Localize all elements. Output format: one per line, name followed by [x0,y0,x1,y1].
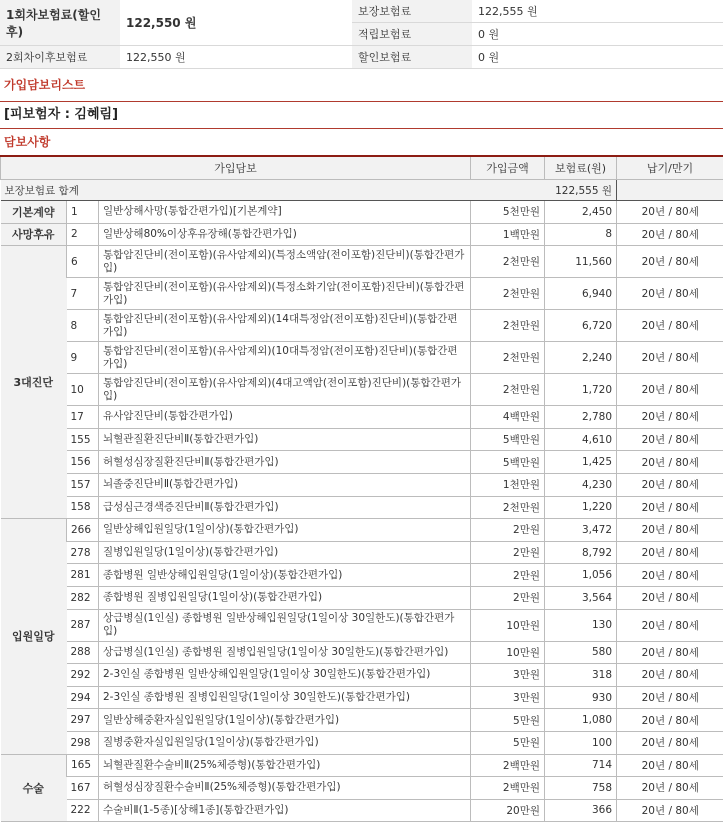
coverage-number: 156 [67,451,99,474]
coverage-premium: 1,080 [545,709,617,732]
coverage-period: 20년 / 80세 [617,374,723,406]
coverage-period: 20년 / 80세 [617,664,723,687]
coverage-period: 20년 / 80세 [617,586,723,609]
coverage-period: 20년 / 80세 [617,310,723,342]
coverage-name: 통합암진단비(전이포함)(유사암제외)(4대고액암(전이포함)진단비)(통합간편가입) [99,374,471,406]
total-label: 보장보험료 합계 [4,184,79,197]
total-premium: 122,555 원 [555,184,612,197]
coverage-name: 뇌혈관질환진단비Ⅱ(통합간편가입) [99,428,471,451]
coverage-period: 20년 / 80세 [617,777,723,800]
coverage-premium: 714 [545,754,617,777]
coverage-amount: 2천만원 [471,246,545,278]
reserve-premium-value: 0 원 [472,23,723,46]
table-row [1,519,723,542]
coverage-period: 20년 / 80세 [617,541,723,564]
coverage-amount: 20만원 [471,799,545,822]
coverage-premium: 6,940 [545,278,617,310]
coverage-number: 294 [67,686,99,709]
coverage-period: 20년 / 80세 [617,731,723,754]
coverage-number: 222 [67,799,99,822]
coverage-amount: 3만원 [471,664,545,687]
coverage-premium: 580 [545,641,617,664]
coverage-period: 20년 / 80세 [617,428,723,451]
coverage-number: 167 [67,777,99,800]
table-row [1,310,723,342]
coverage-premium: 11,560 [545,246,617,278]
second-premium-value: 122,550 원 [120,46,352,69]
coverage-name: 상급병실(1인실) 종합병원 일반상해입원일당(1일이상 30일한도)(통합간편가입) [99,609,471,641]
coverage-period: 20년 / 80세 [617,754,723,777]
coverage-name: 통합암진단비(전이포함)(유사암제외)(특정소액암(전이포함)진단비)(통합간편가입) [99,246,471,278]
coverage-amount: 2만원 [471,519,545,542]
header-amount: 가입금액 [471,156,545,180]
category-cell: 기본계약 [1,201,67,224]
coverage-amount: 2천만원 [471,342,545,374]
coverage-premium: 1,720 [545,374,617,406]
coverage-premium: 758 [545,777,617,800]
coverage-period: 20년 / 80세 [617,223,723,246]
coverage-name: 질병입원일당(1일이상)(통합간편가입) [99,541,471,564]
coverage-amount: 5백만원 [471,451,545,474]
second-premium-label: 2회차이후보험료 [0,46,120,69]
coverage-number: 155 [67,428,99,451]
coverage-name: 2-3인실 종합병원 일반상해입원일당(1일이상 30일한도)(통합간편가입) [99,664,471,687]
coverage-premium: 3,472 [545,519,617,542]
coverage-name: 종합병원 일반상해입원일당(1일이상)(통합간편가입) [99,564,471,587]
coverage-amount: 2천만원 [471,310,545,342]
category-cell: 입원일당 [1,519,67,754]
coverage-name: 수술비Ⅱ(1-5종)[상해1종](통합간편가입) [99,799,471,822]
coverage-number: 158 [67,496,99,519]
reserve-premium-label: 적립보험료 [352,23,472,46]
table-row [1,223,723,246]
table-row [1,709,723,732]
coverage-period: 20년 / 80세 [617,609,723,641]
coverage-premium: 4,230 [545,473,617,496]
coverage-premium: 366 [545,799,617,822]
coverage-name: 상급병실(1인실) 종합병원 질병입원일당(1일이상 30일한도)(통합간편가입) [99,641,471,664]
table-row [1,374,723,406]
coverage-period: 20년 / 80세 [617,201,723,224]
table-row [1,799,723,822]
coverage-premium: 1,220 [545,496,617,519]
coverage-amount: 10만원 [471,641,545,664]
coverage-premium: 130 [545,609,617,641]
coverage-period: 20년 / 80세 [617,709,723,732]
table-row [1,609,723,641]
coverage-premium: 8 [545,223,617,246]
coverage-amount: 2천만원 [471,374,545,406]
category-cell: 3대진단 [1,246,67,519]
table-row [1,541,723,564]
discount-premium-label: 할인보험료 [352,46,472,69]
first-premium-label: 1회차보험료(할인후) [0,0,120,46]
coverage-number: 9 [67,342,99,374]
table-row [1,641,723,664]
table-row [1,731,723,754]
coverage-premium: 1,425 [545,451,617,474]
header-premium: 보험료(원) [545,156,617,180]
list-title: 가입담보리스트 [4,78,86,92]
coverage-amount: 5만원 [471,709,545,732]
coverage-amount: 3만원 [471,686,545,709]
table-row [1,664,723,687]
coverage-number: 1 [67,201,99,224]
coverage-amount: 2백만원 [471,777,545,800]
table-row [1,564,723,587]
coverage-period: 20년 / 80세 [617,278,723,310]
coverage-name: 일반상해입원일당(1일이상)(통합간편가입) [99,519,471,542]
table-row [1,451,723,474]
coverage-number: 8 [67,310,99,342]
coverage-number: 2 [67,223,99,246]
table-row [1,777,723,800]
coverage-period: 20년 / 80세 [617,799,723,822]
coverage-premium: 318 [545,664,617,687]
category-cell: 수술 [1,754,67,822]
coverage-amount: 2만원 [471,541,545,564]
coverage-premium-value: 122,555 원 [472,0,723,23]
coverage-name: 일반상해중환자실입원일당(1일이상)(통합간편가입) [99,709,471,732]
coverage-period: 20년 / 80세 [617,342,723,374]
coverage-premium: 2,240 [545,342,617,374]
coverage-number: 287 [67,609,99,641]
coverage-number: 288 [67,641,99,664]
coverage-number: 165 [67,754,99,777]
coverage-number: 297 [67,709,99,732]
insured-name: [피보험자 : 김혜림] [4,107,119,122]
coverage-period: 20년 / 80세 [617,473,723,496]
table-header [1,156,723,180]
table-row [1,342,723,374]
coverage-period: 20년 / 80세 [617,641,723,664]
coverage-name: 유사암진단비(통합간편가입) [99,406,471,429]
coverage-amount: 4백만원 [471,406,545,429]
coverage-amount: 2천만원 [471,278,545,310]
header-period: 납기/만기 [617,156,723,180]
table-row [1,246,723,278]
coverage-premium: 100 [545,731,617,754]
coverage-period: 20년 / 80세 [617,686,723,709]
coverage-title: 담보사항 [4,135,51,149]
coverage-number: 282 [67,586,99,609]
coverage-premium: 6,720 [545,310,617,342]
coverage-period: 20년 / 80세 [617,519,723,542]
coverage-name: 통합암진단비(전이포함)(유사암제외)(14대특정암(전이포함)진단비)(통합간편가입) [99,310,471,342]
coverage-name: 통합암진단비(전이포함)(유사암제외)(특정소화기암(전이포함)진단비)(통합간편가입) [99,278,471,310]
coverage-name: 종합병원 질병입원일당(1일이상)(통합간편가입) [99,586,471,609]
coverage-premium: 4,610 [545,428,617,451]
coverage-amount: 2만원 [471,564,545,587]
table-row [1,586,723,609]
coverage-number: 292 [67,664,99,687]
coverage-name: 통합암진단비(전이포함)(유사암제외)(10대특정암(전이포함)진단비)(통합간편가입) [99,342,471,374]
first-premium-value: 122,550 원 [120,0,352,46]
table-row [1,201,723,224]
coverage-name: 급성심근경색증진단비Ⅱ(통합간편가입) [99,496,471,519]
coverage-amount: 2만원 [471,586,545,609]
coverage-period: 20년 / 80세 [617,451,723,474]
coverage-period: 20년 / 80세 [617,564,723,587]
coverage-premium: 930 [545,686,617,709]
table-row [1,428,723,451]
coverage-number: 6 [67,246,99,278]
coverage-number: 10 [67,374,99,406]
coverage-name: 허혈성심장질환수술비Ⅱ(25%체증형)(통합간편가입) [99,777,471,800]
coverage-premium: 2,780 [545,406,617,429]
coverage-name: 일반상해사망(통합간편가입)[기본계약] [99,201,471,224]
coverage-name: 허혈성심장질환진단비Ⅱ(통합간편가입) [99,451,471,474]
coverage-amount: 2백만원 [471,754,545,777]
coverage-premium: 2,450 [545,201,617,224]
coverage-number: 17 [67,406,99,429]
coverage-number: 266 [67,519,99,542]
table-row [1,473,723,496]
table-row [1,496,723,519]
coverage-number: 7 [67,278,99,310]
table-row [1,686,723,709]
coverage-period: 20년 / 80세 [617,496,723,519]
coverage-amount: 10만원 [471,609,545,641]
total-row [1,180,723,201]
coverage-name: 뇌졸중진단비Ⅱ(통합간편가입) [99,473,471,496]
header-coverage: 가입담보 [1,156,471,180]
coverage-amount: 5백만원 [471,428,545,451]
coverage-premium-label: 보장보험료 [352,0,472,23]
coverage-name: 질병중환자실입원일당(1일이상)(통합간편가입) [99,731,471,754]
coverage-premium: 8,792 [545,541,617,564]
coverage-amount: 5만원 [471,731,545,754]
coverage-amount: 1백만원 [471,223,545,246]
coverage-amount: 2천만원 [471,496,545,519]
table-row [1,406,723,429]
discount-premium-value: 0 원 [472,46,723,69]
coverage-amount: 5천만원 [471,201,545,224]
coverage-premium: 3,564 [545,586,617,609]
coverage-name: 일반상해80%이상후유장해(통합간편가입) [99,223,471,246]
premium-summary [0,0,723,69]
table-row [1,278,723,310]
category-cell: 사망후유 [1,223,67,246]
coverage-name: 2-3인실 종합병원 질병입원일당(1일이상 30일한도)(통합간편가입) [99,686,471,709]
table-row [1,754,723,777]
coverage-amount: 1천만원 [471,473,545,496]
coverage-table [0,155,723,822]
coverage-number: 157 [67,473,99,496]
coverage-number: 298 [67,731,99,754]
coverage-number: 281 [67,564,99,587]
coverage-period: 20년 / 80세 [617,246,723,278]
coverage-name: 뇌혈관질환수술비Ⅱ(25%체증형)(통합간편가입) [99,754,471,777]
coverage-premium: 1,056 [545,564,617,587]
coverage-period: 20년 / 80세 [617,406,723,429]
coverage-number: 278 [67,541,99,564]
